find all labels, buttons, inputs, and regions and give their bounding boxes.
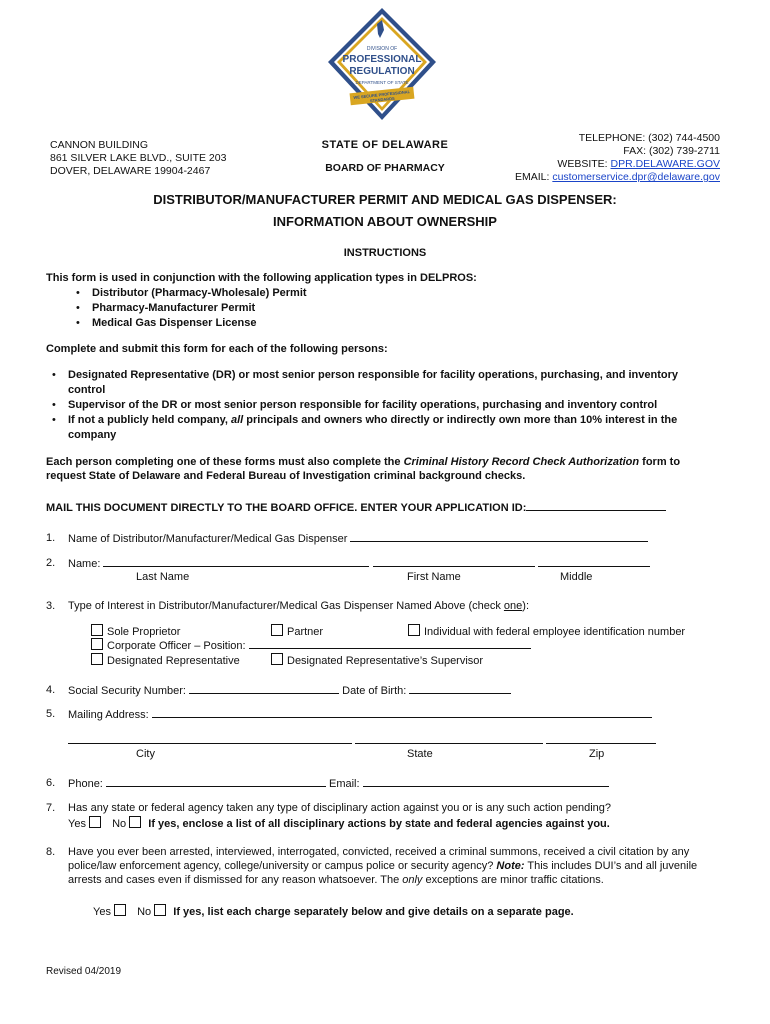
option-corporate-officer[interactable] xyxy=(91,638,531,653)
address-line2: 861 SILVER LAKE BLVD., SUITE 203 xyxy=(50,152,227,164)
q3-label xyxy=(68,599,529,613)
dob-label: Date of Birth: xyxy=(342,685,407,697)
criminal-pre: Each person completing one of these forms must also complete the xyxy=(46,456,404,468)
first-name-caption: First Name xyxy=(407,571,461,583)
phone-label: Phone: xyxy=(68,778,103,790)
instructions-heading: INSTRUCTIONS xyxy=(343,247,427,259)
option-partner[interactable] xyxy=(271,624,323,639)
address-line3: DOVER, DELAWARE 19904-2467 xyxy=(50,165,211,177)
q3-label-end: ): xyxy=(522,600,530,612)
q2-label: Name: xyxy=(68,558,101,570)
first-name-field[interactable] xyxy=(373,556,535,567)
q7-no-label: No xyxy=(112,818,127,830)
persons-list xyxy=(46,368,706,443)
checkbox[interactable] xyxy=(91,624,103,636)
q8-number: 8. xyxy=(46,846,56,858)
middle-name-field[interactable] xyxy=(538,556,650,567)
email-label-q6: Email: xyxy=(329,778,360,790)
checkbox[interactable] xyxy=(91,638,103,650)
q8-yes-checkbox[interactable] xyxy=(114,904,126,916)
q3-number: 3. xyxy=(46,600,56,612)
address-line1: CANNON BUILDING xyxy=(50,139,149,151)
q8-instruction: If yes, list each charge separately below and give details on a separate page. xyxy=(173,906,574,918)
q8-text-a: Have you ever been arrested, interviewed, interrogated, convicted, received a criminal summons, received a civil citation by any police/law enforcement agency, college/university or campus police or security agency? xyxy=(68,846,690,872)
q7-yes-label: Yes xyxy=(68,818,86,830)
option-label: Corporate Officer – Position: xyxy=(107,640,246,652)
website-link[interactable]: DPR.DELAWARE.GOV xyxy=(610,158,720,170)
list-item: • Supervisor of the DR or most senior person responsible for facility operations, purchasing and inventory control xyxy=(46,398,706,413)
dob-field[interactable] xyxy=(409,683,511,694)
email-link[interactable]: customerservice.dpr@delaware.gov xyxy=(552,171,720,183)
q8-no-checkbox[interactable] xyxy=(154,904,166,916)
board-heading: BOARD OF PHARMACY xyxy=(325,162,445,174)
logo-line2: PROFESSIONAL xyxy=(342,54,422,65)
q3-label-one: one xyxy=(503,600,523,612)
q8-note: Note: xyxy=(496,860,525,872)
application-id-field[interactable] xyxy=(526,500,666,511)
state-heading: STATE OF DELAWARE xyxy=(321,139,449,151)
q6-row xyxy=(68,776,609,791)
mailing-address-label: Mailing Address: xyxy=(68,709,149,721)
list-item: • Medical Gas Dispenser License xyxy=(70,316,307,331)
option-label: Sole Proprietor xyxy=(107,626,181,638)
phone-field[interactable] xyxy=(106,776,326,787)
q8-yes-label: Yes xyxy=(93,906,111,918)
website-label: WEBSITE: xyxy=(557,158,611,170)
option-label: Partner xyxy=(287,626,324,638)
q7-answer-row xyxy=(68,816,610,831)
q2-number: 2. xyxy=(46,557,56,569)
q8-answer-row xyxy=(93,904,574,919)
mailing-address-field[interactable] xyxy=(152,707,652,718)
email-field[interactable] xyxy=(363,776,609,787)
q4-number: 4. xyxy=(46,684,56,696)
option-label: Individual with federal employee identification number xyxy=(424,626,686,638)
q8-question xyxy=(68,845,718,887)
intro-text: This form is used in conjunction with the following application types in DELPROS: xyxy=(46,272,477,284)
form-title-line1: DISTRIBUTOR/MANUFACTURER PERMIT AND MEDICAL GAS DISPENSER: xyxy=(153,192,617,207)
form-title-line2: INFORMATION ABOUT OWNERSHIP xyxy=(273,214,497,229)
list-item: • Distributor (Pharmacy-Wholesale) Permit xyxy=(70,286,307,301)
email-label: EMAIL: xyxy=(514,171,553,183)
q6-number: 6. xyxy=(46,777,56,789)
checkbox[interactable] xyxy=(408,624,420,636)
item3-text: If not a publicly held company, xyxy=(68,414,231,426)
ssn-label: Social Security Number: xyxy=(68,685,186,697)
q8-no-label: No xyxy=(137,906,152,918)
q8-text-b: This includes DUI’s and all juvenile arrests and cases even if dismissed for any reason whatsoever. The xyxy=(68,860,698,886)
q7-instruction: If yes, enclose a list of all disciplinary actions by state and federal agencies against you. xyxy=(148,818,610,830)
list-item: • Designated Representative (DR) or most senior person responsible for facility operations, purchasing, and inventory control xyxy=(46,368,706,398)
checkbox[interactable] xyxy=(91,653,103,665)
dispenser-name-field[interactable] xyxy=(350,531,648,542)
q7-no-checkbox[interactable] xyxy=(129,816,141,828)
q7-yes-checkbox[interactable] xyxy=(89,816,101,828)
q5-row xyxy=(68,707,652,722)
q7-question: Has any state or federal agency taken any type of disciplinary action against you or is any such action pending? xyxy=(68,802,611,814)
criminal-history-note xyxy=(46,455,716,483)
q8-only: only xyxy=(402,874,423,886)
city-caption: City xyxy=(136,748,155,760)
mail-instruction xyxy=(46,500,666,515)
q2-row xyxy=(68,556,650,571)
criminal-post: form to request State of Delaware and Federal Bureau of Investigation criminal background checks. xyxy=(46,456,681,482)
website xyxy=(470,158,720,171)
option-label: Designated Representative xyxy=(107,655,240,667)
middle-name-caption: Middle xyxy=(560,571,593,583)
state-field[interactable] xyxy=(355,733,543,744)
position-field[interactable] xyxy=(249,638,531,649)
mail-text: MAIL THIS DOCUMENT DIRECTLY TO THE BOARD OFFICE. ENTER YOUR APPLICATION ID: xyxy=(46,502,527,514)
q1-row xyxy=(68,531,648,546)
q8-text-c: exceptions are minor traffic citations. xyxy=(422,874,604,886)
q5-row2 xyxy=(68,733,656,748)
logo-line1: DIVISION OF xyxy=(366,46,398,52)
item3-rest: principals and owners who directly or indirectly own more than 10% interest in the company xyxy=(68,414,678,441)
q5-number: 5. xyxy=(46,708,56,720)
email xyxy=(470,171,720,184)
checkbox[interactable] xyxy=(271,653,283,665)
city-field[interactable] xyxy=(68,733,352,744)
option-sole-proprietor[interactable] xyxy=(91,624,180,639)
option-designated-representative[interactable] xyxy=(91,653,240,668)
logo-line4: DEPARTMENT OF STATE xyxy=(355,80,409,85)
logo-ribbon: WE SECURE PROFESSIONAL STANDARDS xyxy=(353,89,411,104)
q7-number: 7. xyxy=(46,802,56,814)
option-label: Designated Representative’s Supervisor xyxy=(287,655,484,667)
q1-label: Name of Distributor/Manufacturer/Medical Gas Dispenser xyxy=(68,533,348,545)
telephone: TELEPHONE: (302) 744-4500 xyxy=(578,132,720,144)
ssn-field[interactable] xyxy=(189,683,339,694)
division-logo xyxy=(322,4,442,124)
application-types-list xyxy=(70,286,307,331)
option-individual-fein[interactable] xyxy=(408,624,685,639)
option-dr-supervisor[interactable] xyxy=(271,653,483,668)
logo-line3: REGULATION xyxy=(349,66,415,77)
item3-italic: all xyxy=(230,414,244,426)
q4-row xyxy=(68,683,511,698)
state-caption: State xyxy=(407,748,433,760)
revised-date: Revised 04/2019 xyxy=(46,966,122,977)
list-item xyxy=(46,413,706,443)
fax: FAX: (302) 739-2711 xyxy=(623,145,720,157)
zip-field[interactable] xyxy=(546,733,656,744)
persons-heading: Complete and submit this form for each of the following persons: xyxy=(46,343,388,355)
criminal-form-name: Criminal History Record Check Authorization xyxy=(403,456,640,468)
zip-caption: Zip xyxy=(589,748,605,760)
checkbox[interactable] xyxy=(271,624,283,636)
q3-label-text: Type of Interest in Distributor/Manufacturer/Medical Gas Dispenser Named Above (check xyxy=(68,600,504,612)
list-item: • Pharmacy-Manufacturer Permit xyxy=(70,301,307,316)
q1-number: 1. xyxy=(46,532,56,544)
last-name-caption: Last Name xyxy=(136,571,190,583)
last-name-field[interactable] xyxy=(103,556,369,567)
